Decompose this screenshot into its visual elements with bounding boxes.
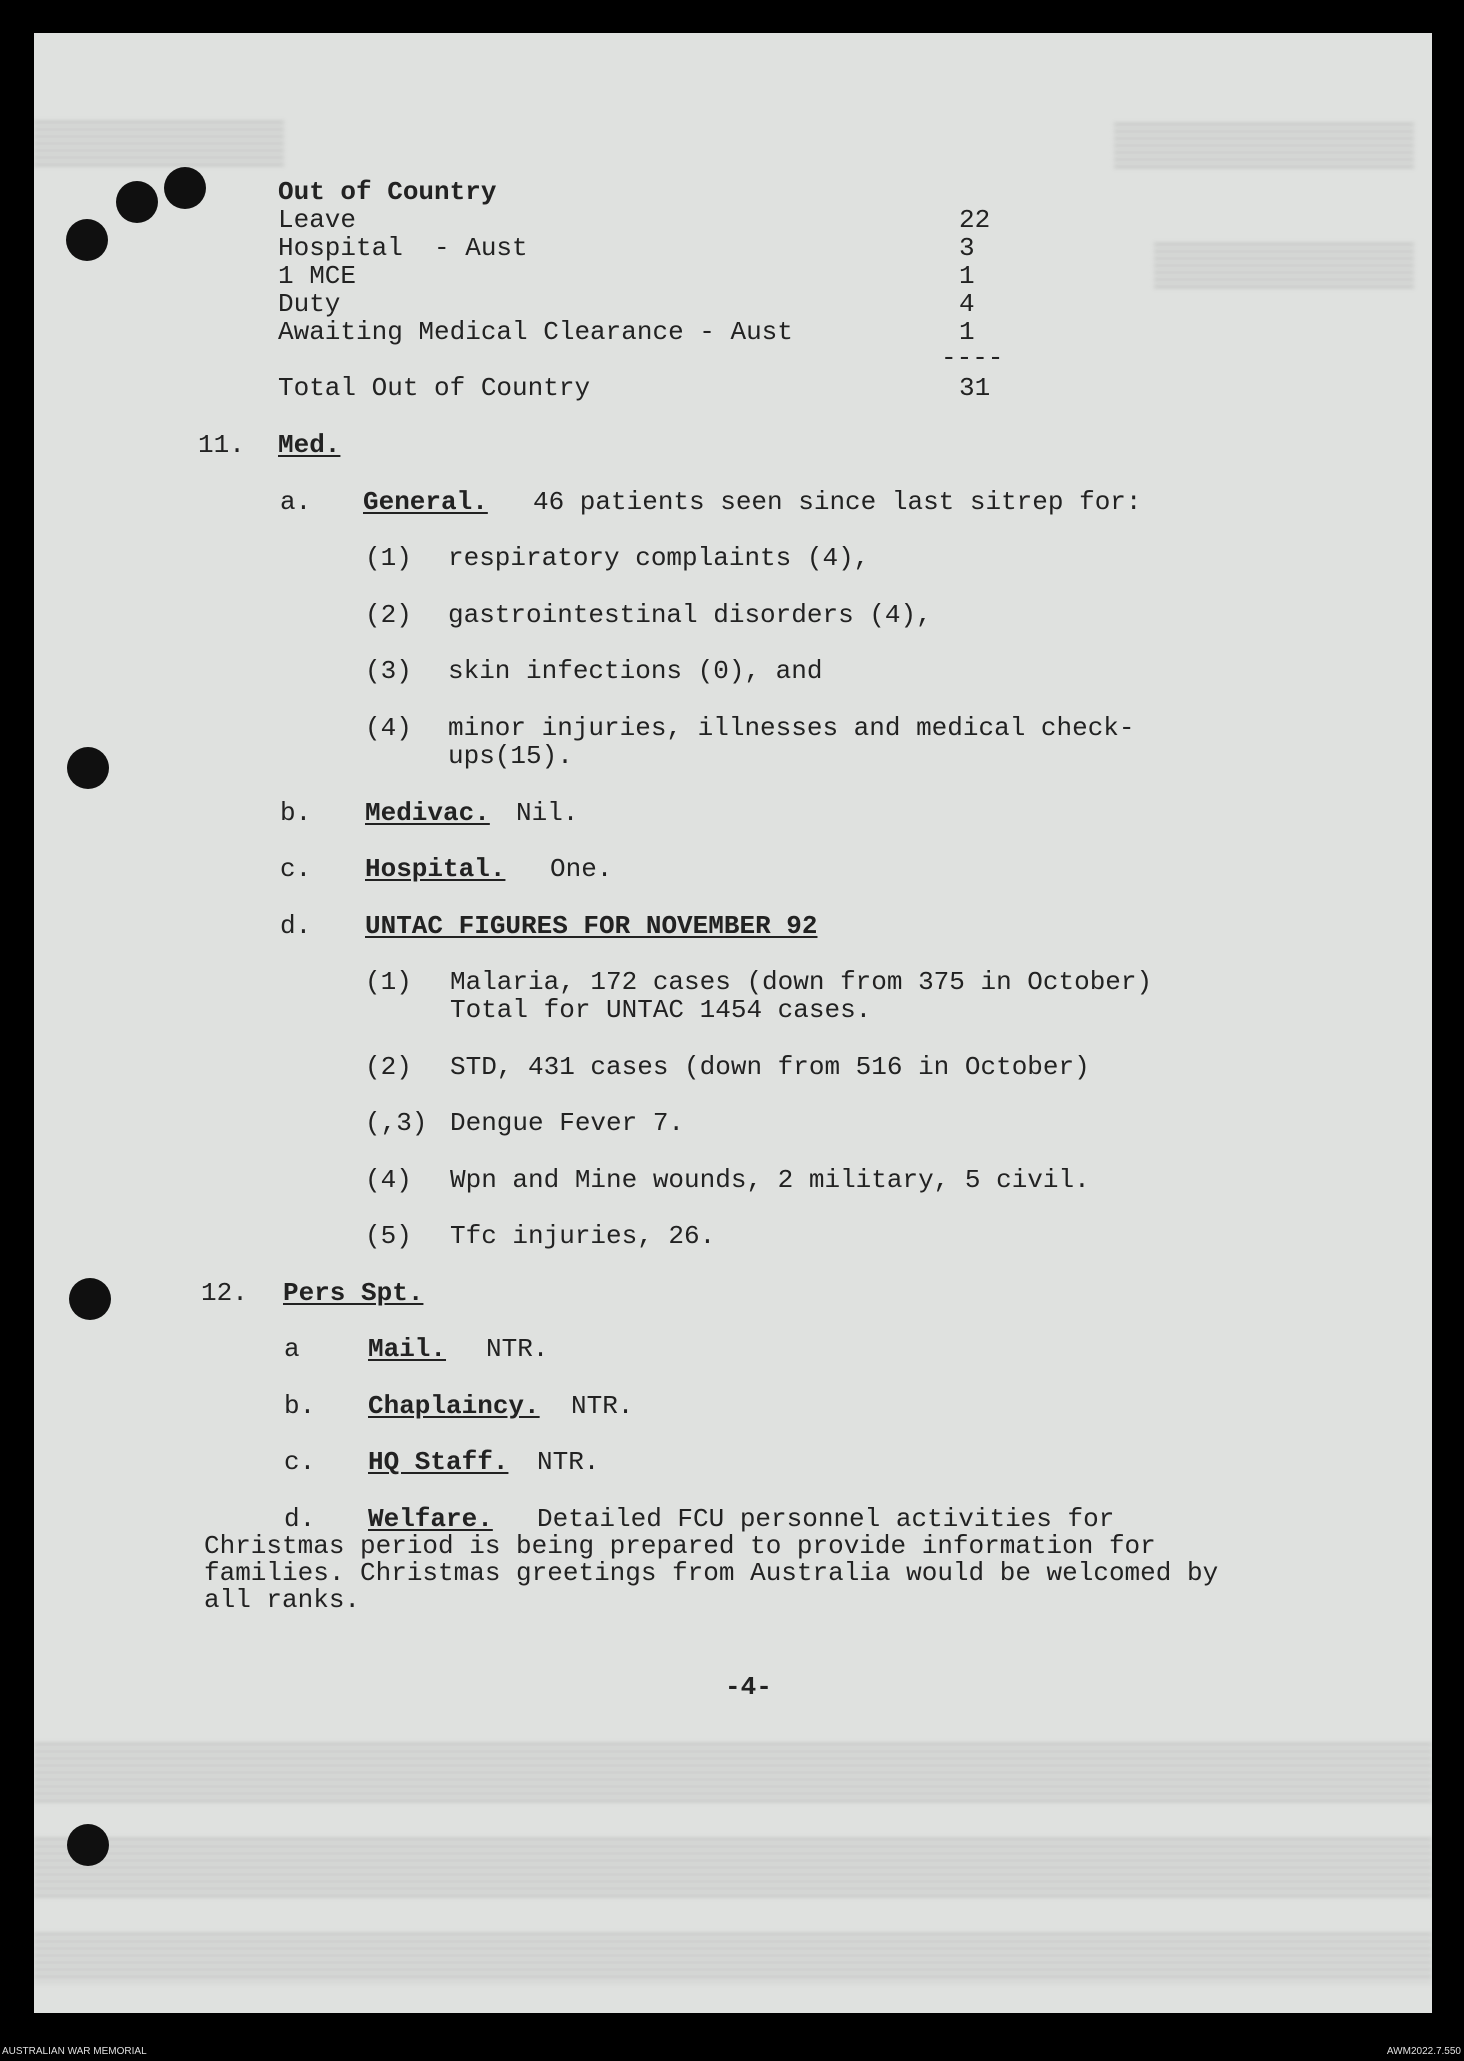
copy-smudge — [34, 1743, 1432, 1803]
welfare-line-1: Detailed FCU personnel activities for — [537, 1504, 1115, 1534]
mce-label: 1 MCE — [278, 261, 357, 291]
untac-item-3-text: Dengue Fever 7. — [450, 1108, 685, 1138]
general-title: General. — [363, 487, 488, 517]
hospital-letter: c. — [280, 854, 312, 884]
leave-value: 22 — [959, 205, 991, 235]
untac-letter: d. — [280, 911, 312, 941]
untac-item-5-text: Tfc injuries, 26. — [450, 1221, 716, 1251]
footer-right: AWM2022.7.550 — [1386, 2046, 1461, 2057]
punch-hole — [67, 747, 109, 789]
hospital-text: One. — [550, 854, 613, 884]
hospital-aust-label: Hospital - Aust — [278, 233, 528, 263]
general-item-2-num: (2) — [365, 600, 412, 630]
chaplaincy-title: Chaplaincy. — [368, 1391, 540, 1421]
mce-value: 1 — [959, 261, 975, 291]
general-item-4-num: (4) — [365, 713, 412, 743]
mail-title: Mail. — [368, 1334, 447, 1364]
total-label: Total Out of Country — [278, 373, 591, 403]
duty-value: 4 — [959, 289, 975, 319]
welfare-line-3: families. Christmas greetings from Australia would be welcomed by — [204, 1558, 1219, 1588]
general-letter: a. — [280, 487, 312, 517]
general-item-3-num: (3) — [365, 656, 412, 686]
general-text: 46 patients seen since last sitrep for: — [533, 487, 1142, 517]
chaplaincy-letter: b. — [284, 1391, 316, 1421]
untac-title: UNTAC FIGURES FOR NOVEMBER 92 — [365, 911, 818, 941]
punch-hole — [66, 219, 108, 261]
copy-smudge — [1114, 123, 1414, 169]
punch-hole — [116, 181, 158, 223]
untac-item-2-text: STD, 431 cases (down from 516 in October) — [450, 1052, 1090, 1082]
welfare-letter: d. — [284, 1504, 316, 1534]
copy-smudge — [34, 1838, 1432, 1898]
welfare-title: Welfare. — [368, 1504, 493, 1534]
general-item-1-text: respiratory complaints (4), — [448, 543, 870, 573]
punch-hole — [67, 1824, 109, 1866]
untac-item-3-num: (,3) — [365, 1108, 428, 1138]
welfare-line-4: all ranks. — [204, 1585, 361, 1615]
total-value: 31 — [959, 373, 991, 403]
untac-item-4-num: (4) — [365, 1165, 412, 1195]
medivac-letter: b. — [280, 798, 312, 828]
copy-smudge — [34, 121, 284, 167]
section-12-heading: Pers Spt. — [283, 1278, 424, 1308]
welfare-line-2: Christmas period is being prepared to provide information for — [204, 1531, 1156, 1561]
copy-smudge — [34, 1933, 1432, 1983]
general-item-1-num: (1) — [365, 543, 412, 573]
punch-hole — [164, 167, 206, 209]
untac-item-1-num: (1) — [365, 967, 412, 997]
general-item-4-text-cont: ups(15). — [448, 741, 573, 771]
hospital-title: Hospital. — [365, 854, 506, 884]
section-12-number: 12. — [201, 1278, 248, 1308]
chaplaincy-text: NTR. — [571, 1391, 634, 1421]
out-of-country-heading: Out of Country — [278, 177, 497, 207]
untac-item-2-num: (2) — [365, 1052, 412, 1082]
awaiting-clearance-value: 1 — [959, 317, 975, 347]
section-11-heading: Med. — [278, 430, 341, 460]
section-11-number: 11. — [198, 430, 245, 460]
medivac-text: Nil. — [516, 798, 579, 828]
copy-smudge — [1154, 243, 1414, 289]
punch-hole — [69, 1278, 111, 1320]
hospital-aust-value: 3 — [959, 233, 975, 263]
general-item-3-text: skin infections (0), and — [448, 656, 823, 686]
mail-text: NTR. — [486, 1334, 549, 1364]
footer-left: AUSTRALIAN WAR MEMORIAL — [2, 2046, 147, 2057]
general-item-4-text: minor injuries, illnesses and medical check- — [448, 713, 1135, 743]
leave-label: Leave — [278, 205, 357, 235]
medivac-title: Medivac. — [365, 798, 490, 828]
untac-item-5-num: (5) — [365, 1221, 412, 1251]
untac-item-1-text-cont: Total for UNTAC 1454 cases. — [450, 995, 872, 1025]
hq-staff-title: HQ Staff. — [368, 1447, 509, 1477]
hq-staff-letter: c. — [284, 1447, 316, 1477]
mail-letter: a — [284, 1334, 300, 1364]
hq-staff-text: NTR. — [537, 1447, 600, 1477]
untac-item-4-text: Wpn and Mine wounds, 2 military, 5 civil. — [450, 1165, 1090, 1195]
document-page — [34, 33, 1432, 2013]
awaiting-clearance-label: Awaiting Medical Clearance - Aust — [278, 317, 793, 347]
untac-item-1-text: Malaria, 172 cases (down from 375 in October) — [450, 967, 1153, 997]
page-number: -4- — [725, 1672, 772, 1702]
total-rule: ---- — [941, 343, 1004, 373]
duty-label: Duty — [278, 289, 341, 319]
general-item-2-text: gastrointestinal disorders (4), — [448, 600, 932, 630]
